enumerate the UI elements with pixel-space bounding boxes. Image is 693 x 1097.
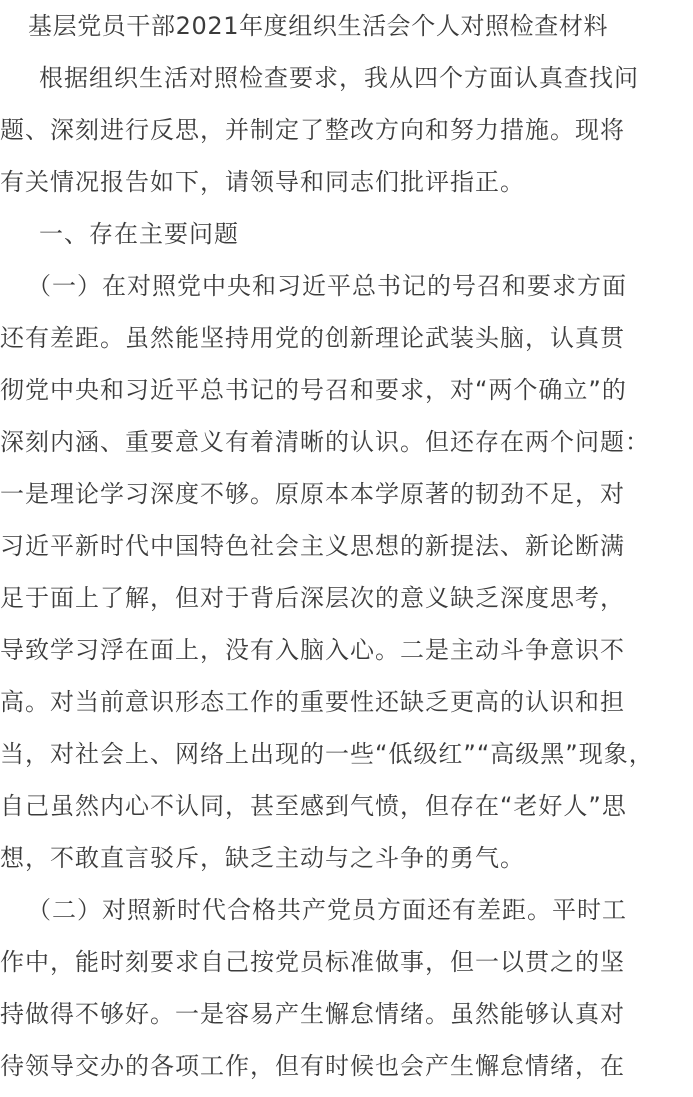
paragraph-line: 导致学习浮在面上，没有入脑入心。二是主动斗争意识不 <box>0 636 625 664</box>
paragraph-line: 题、深刻进行反思，并制定了整改方向和努力措施。现将 <box>0 116 625 144</box>
section-heading: 一、存在主要问题 <box>14 220 239 248</box>
document-title: 基层党员干部2021年度组织生活会个人对照检查材料 <box>28 12 609 40</box>
paragraph-line: （二）对照新时代合格共产党员方面还有差距。平时工 <box>14 896 627 924</box>
paragraph-line: 自己虽然内心不认同，甚至感到气愤，但存在“老好人”思 <box>0 792 627 820</box>
paragraph-line: 当，对社会上、网络上出现的一些“低级红”“高级黑”现象， <box>0 740 654 768</box>
paragraph-line: 想，不敢直言驳斥，缺乏主动与之斗争的勇气。 <box>0 844 525 872</box>
paragraph-line: 作中，能时刻要求自己按党员标准做事，但一以贯之的坚 <box>0 948 625 976</box>
paragraph-line: 有关情况报告如下，请领导和同志们批评指正。 <box>0 168 525 196</box>
paragraph-line: 待领导交办的各项工作，但有时候也会产生懈怠情绪，在 <box>0 1052 625 1080</box>
paragraph-line: 一是理论学习深度不够。原原本本学原著的韧劲不足，对 <box>0 480 625 508</box>
paragraph-line: 根据组织生活对照检查要求，我从四个方面认真查找问 <box>14 64 639 92</box>
paragraph-line: 还有差距。虽然能坚持用党的创新理论武装头脑，认真贯 <box>0 324 625 352</box>
paragraph-line: 持做得不够好。一是容易产生懈怠情绪。虽然能够认真对 <box>0 1000 625 1028</box>
paragraph-line: 深刻内涵、重要意义有着清晰的认识。但还存在两个问题： <box>0 428 650 456</box>
paragraph-line: 高。对当前意识形态工作的重要性还缺乏更高的认识和担 <box>0 688 625 716</box>
paragraph-line: 足于面上了解，但对于背后深层次的意义缺乏深度思考， <box>0 584 625 612</box>
paragraph-line: 习近平新时代中国特色社会主义思想的新提法、新论断满 <box>0 532 625 560</box>
paragraph-line: 彻党中央和习近平总书记的号召和要求，对“两个确立”的 <box>0 376 627 404</box>
paragraph-line: （一）在对照党中央和习近平总书记的号召和要求方面 <box>14 272 627 300</box>
